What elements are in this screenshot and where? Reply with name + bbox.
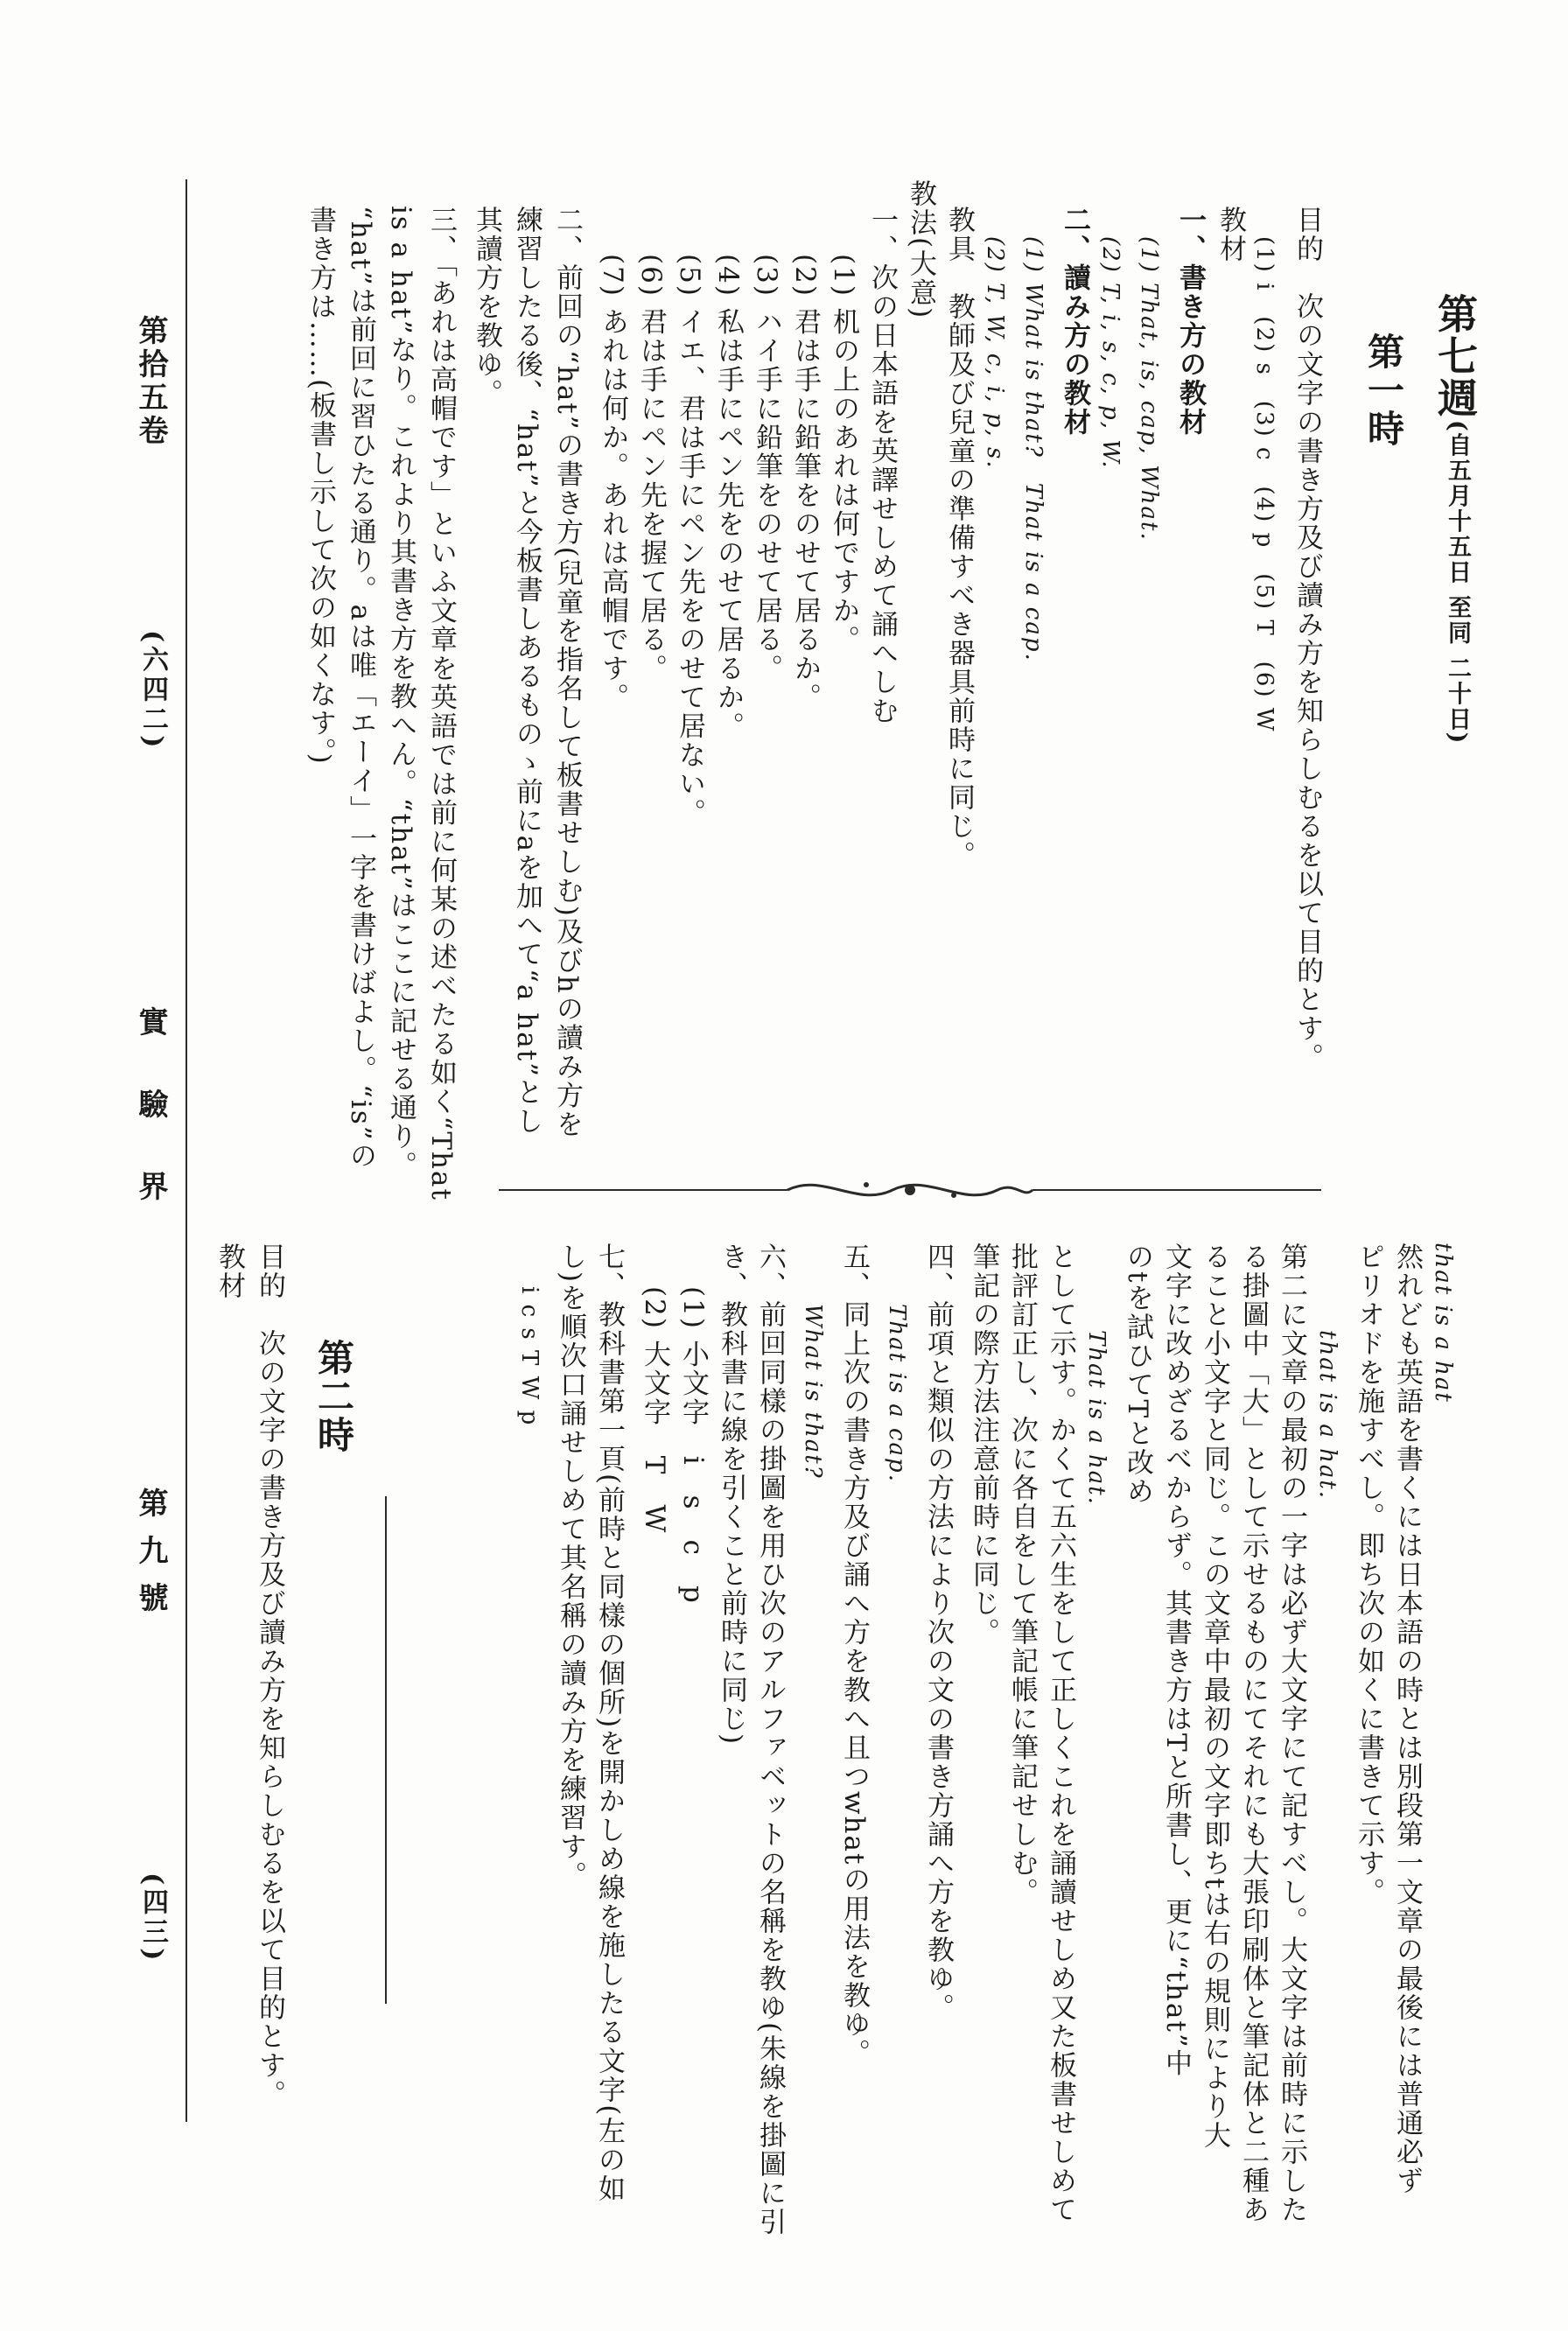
capital-rule-line-4: 文字に改めざるべからず。其書き方はTと所書し、更に“that”中 [1160,1242,1192,2078]
step-4: 四、前項と類似の方法により次の文の書き方誦へ方を教ゆ。 [922,1242,954,2022]
method-step-3-end: 書き方は……(板書し示して次の如くなす。) [304,206,336,766]
page-number-left: (六四二) [137,630,168,752]
teaching-tools: 教具 教師及び兒童の準備すべき器具前時に同じ。 [943,206,975,870]
practice-line-3: 筆記の際方法注意前時に同じ。 [968,1242,999,1647]
lesson1-materials-heading: 教材 [1214,206,1246,263]
period-rule-line: 然れども英語を書くには日本語の時とは別段第一文章の最後には普通必ず [1391,1242,1423,2195]
lesson1-purpose: 目的 次の文字の書き方及び讀み方を知らしむるを以て目的とす。 [1292,206,1323,1072]
capital-rule-line-5: のtを試ひてTと改め [1122,1242,1153,1507]
method-step-2-cont: 練習したる後、“hat”と今板書しあるものゝ前にaを加へて“a hat”とし [511,206,542,1137]
week-title: 第七週 [1432,293,1479,419]
practice-line-2: 批評訂正し、次に各自をして筆記帳に筆記せしむ。 [1006,1242,1038,1907]
step-7-letters: i c s T W p [516,1286,542,1427]
writing-materials-letters: (2) T, i, s, c, p, W. [1097,236,1124,470]
method-item-7: (7) あれは何か。あれは高帽です。 [597,254,628,712]
method-step-1: 一、次の日本語を英譯せしめて誦へしむ [866,206,898,725]
step-6-uppercase: (2) 大文字 T W [639,1286,670,1535]
lesson2-purpose: 目的 次の文字の書き方及び讀み方を知らしむるを以て目的とす。 [254,1242,285,2109]
lesson1-title: 第一時 [1362,332,1405,448]
ornamental-divider [490,1172,1330,1208]
lesson-separator-rule [385,1496,387,2004]
method-item-1: (1) 机の上のあれは何ですか。 [828,254,859,654]
method-item-2: (2) 君は手に鉛筆をのせて居るか。 [789,254,821,712]
period-rule-line-2: ピリオドを施すべし。即ち次の如くに書きて示す。 [1353,1242,1384,1907]
issue-number: 第九號 [133,1488,168,1629]
method-step-2-end: 其讀方を教ゆ。 [471,206,502,408]
lesson2-title: 第二時 [312,1339,355,1454]
reading-materials-sentence: (1) What is that? That is a cap. [1020,236,1046,662]
method-item-6: (6) 君は手にペン先を握て居る。 [635,254,667,683]
lesson1-letter-list: (1) i (2) s (3) c (4) p (5) T (6) W [1251,236,1278,733]
header-rule [186,179,187,2122]
step-5: 五、同上次の書き方及び誦へ方を教へ且つwhatの用法を教ゆ。 [838,1242,870,2068]
method-item-3: (3) ハイ手に鉛筆をのせて居る。 [751,254,782,683]
step-5-sentence: What is that? [800,1304,826,1480]
step-4-sentence: That is a cap. [884,1304,910,1483]
sentence-with-period: that is a hat. [1314,1330,1340,1501]
volume-number: 第拾五卷 [133,315,168,448]
practice-line-1: として示す。かくて五六生をして正しくこれを誦讀せしめ又た板書せしめて [1045,1242,1076,2224]
reading-materials-heading: 二、讀み方の教材 [1059,206,1090,437]
magazine-title: 實驗界 [133,1006,168,1253]
reading-materials-letters: (2) T, W, c, i, p, s. [982,236,1008,470]
method-step-3-cont2: “hat”は前回に習ひたる通り。aは唯「エーイ」一字を書けばよし。“is”の [345,206,376,1171]
method-step-3: 三、「あれは高帽です」といふ文章を英語では前に何某の述べたる如く“That [425,206,457,1201]
week-dates: (自五月十五日 至同 二十日) [1444,420,1471,746]
step-6: 六、前回同樣の掛圖を用ひ次のアルファベットの名稱を教ゆ(朱線を掛圖に引 [754,1242,786,2237]
step-7-cont: し)を順次口誦せしめて其名稱の讀み方を練習す。 [555,1242,586,1891]
capital-rule-line-3: ること小文字と同じ。この文章中最初の文字即ちtは右の規則により大 [1199,1242,1230,2151]
page-number-right: (四三) [137,1872,168,1964]
method-step-2: 二、前回の“hat”の書き方(兒童を指名して板書せしむ)及びhの讀み方を [551,206,583,1139]
method-step-3-cont: is a hat”なり。これより其書き方を教へん。“that”はここに記せる通り。 [385,206,416,1180]
method-heading: 教法(大意) [905,179,936,320]
writing-materials-words: (1) That, is, cap, What. [1136,236,1162,542]
capital-rule-line-2: る掛圖中「大」として示せるものにてそれにも大張印刷体と筆記体と二種あ [1237,1242,1269,2224]
step-6-lowercase: (1) 小文字 i s c p [677,1286,709,1605]
lesson2-materials: 教材 [214,1242,245,1300]
sentence-capitalized: That is a hat. [1083,1330,1110,1506]
step-7: 七、教科書第一頁(前時と同樣の個所)を開かしめ線を施したる文字(左の如 [593,1242,625,2204]
writing-materials-heading: 一、書き方の教材 [1174,206,1206,437]
step-6-cont: き、教科書に線を引くこと前時に同じ) [716,1242,747,1746]
sentence-that-is-a-hat: that is a hat [1430,1242,1456,1404]
method-item-4: (4) 私は手にペン先をのせて居るか。 [712,254,744,741]
method-item-5: (5) イエ、君は手にペン先をのせて居ない。 [674,254,705,828]
capital-rule-line-1: 第二に文章の最初の一字は必ず大文字にて記すべし。大文字は前時に示した [1276,1242,1307,2224]
